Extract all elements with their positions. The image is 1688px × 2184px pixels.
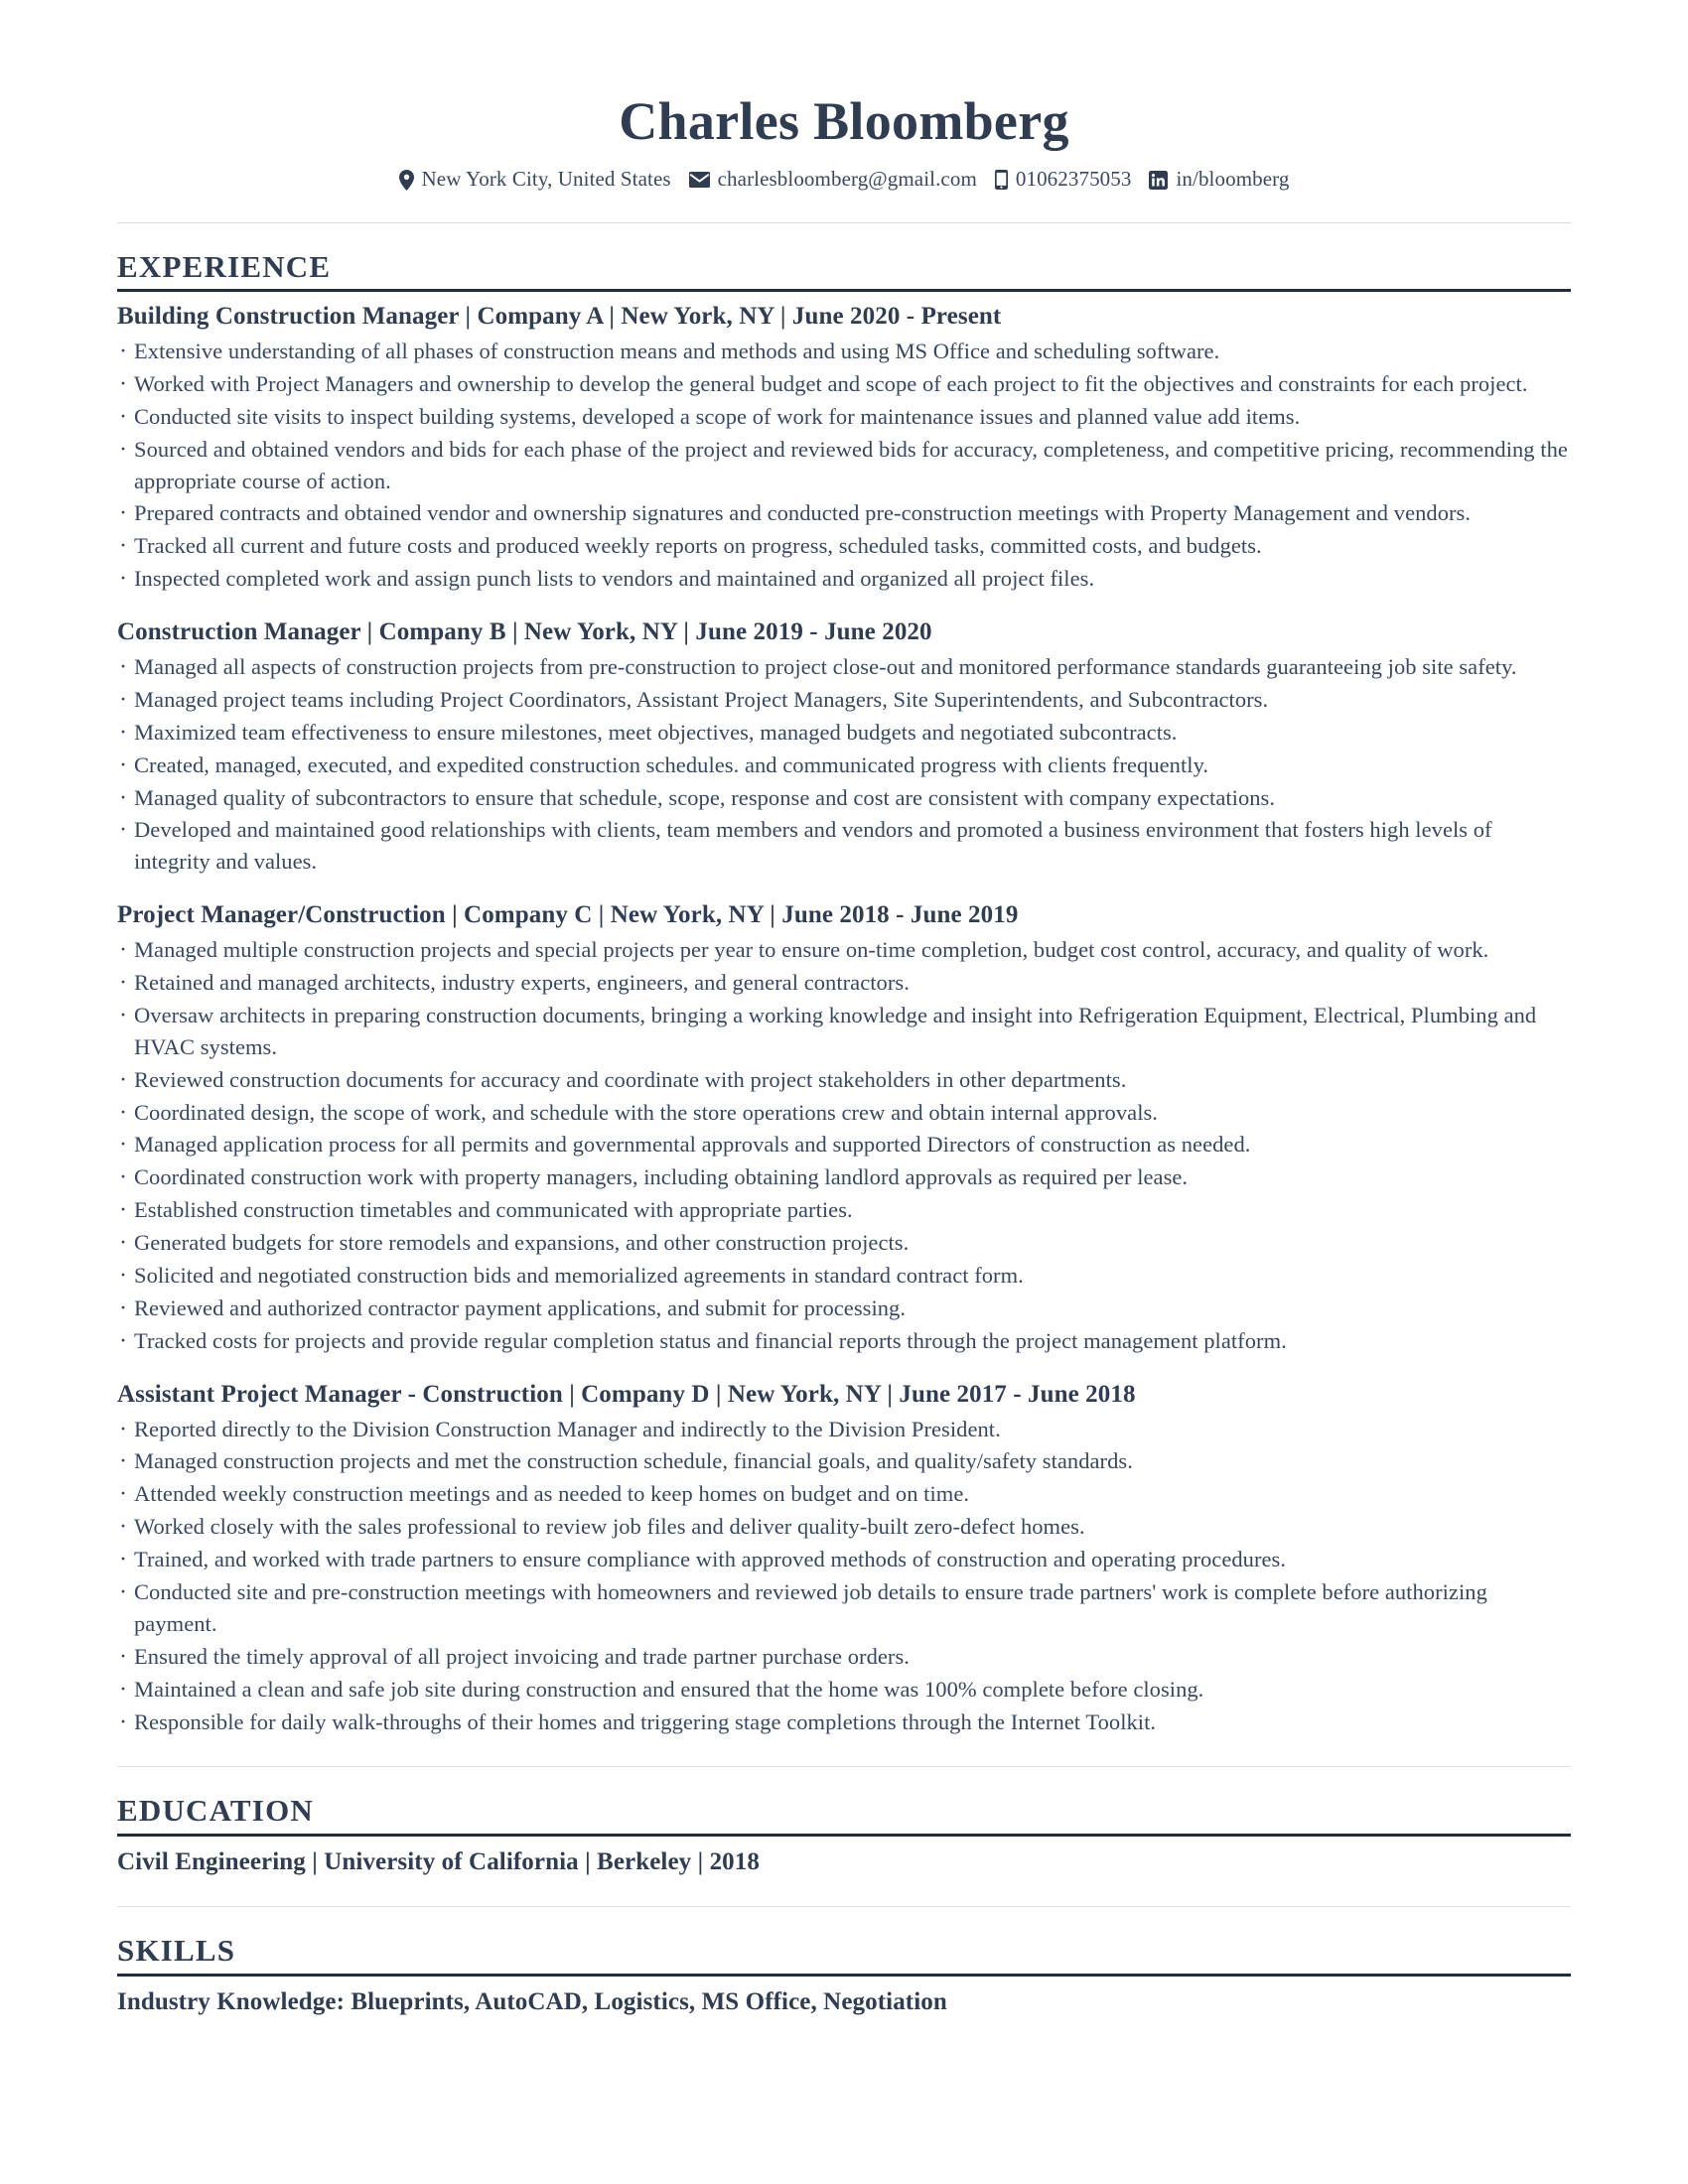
sections-root (117, 249, 1571, 2019)
candidate-name: Charles Bloomberg (619, 91, 1069, 151)
bullet-item: · Conducted site and pre-construction meetings with homeowners and reviewed job details to ensure trade partners' work is complete before authorizing payment. (117, 1576, 1571, 1640)
envelope-icon (689, 172, 710, 188)
bullet-item: · Coordinated construction work with property managers, including obtaining landlord approvals as required per lease. (117, 1161, 1571, 1193)
section-experience (117, 249, 1571, 1738)
header-divider (117, 222, 1571, 223)
bullet-item: · Established construction timetables and communicated with appropriate parties. (117, 1194, 1571, 1226)
bullet-item: · Inspected completed work and assign punch lists to vendors and maintained and organized all project files. (117, 563, 1571, 595)
entry-heading: Project Manager/Construction | Company C | New York, NY | June 2018 - June 2019 (117, 901, 1019, 929)
section-title: EDUCATION (117, 1792, 314, 1828)
contact-text: New York City, United States (421, 167, 671, 192)
bullet-item: · Worked closely with the sales professional to review job files and deliver quality-built zero-defect homes. (117, 1511, 1571, 1543)
bullet-item: · Reviewed and authorized contractor payment applications, and submit for processing. (117, 1293, 1571, 1324)
bullet-item: · Ensured the timely approval of all project invoicing and trade partner purchase orders. (117, 1641, 1571, 1673)
bullet-item: · Managed multiple construction projects and special projects per year to ensure on-time completion, budget cost control, accuracy, and quality of work. (117, 934, 1571, 966)
bullet-item: · Reviewed construction documents for accuracy and coordinate with project stakeholders in other departments. (117, 1064, 1571, 1096)
bullet-list (117, 934, 1571, 1357)
contact-text: 01062375053 (1015, 167, 1132, 192)
section-rule (117, 1834, 1571, 1837)
bullet-item: · Attended weekly construction meetings and as needed to keep homes on budget and on time. (117, 1478, 1571, 1510)
section-divider (117, 1766, 1571, 1767)
bullet-item: · Conducted site visits to inspect building systems, developed a scope of work for maintenance issues and planned value add items. (117, 401, 1571, 433)
bullet-item: · Tracked all current and future costs and produced weekly reports on progress, scheduled tasks, committed costs, and budgets. (117, 530, 1571, 562)
section-rule (117, 289, 1571, 292)
contact-line (117, 167, 1571, 192)
bullet-item: · Created, managed, executed, and expedited construction schedules. and communicated progress with clients frequently. (117, 750, 1571, 781)
bullet-item: · Generated budgets for store remodels and expansions, and other construction projects. (117, 1227, 1571, 1259)
bullet-item: · Managed project teams including Project Coordinators, Assistant Project Managers, Site Superintendents, and Subcontractors. (117, 684, 1571, 716)
bullet-item: · Solicited and negotiated construction bids and memorialized agreements in standard contract form. (117, 1260, 1571, 1292)
bullet-item: · Managed all aspects of construction projects from pre-construction to project close-out and monitored performance standards guaranteeing job site safety. (117, 651, 1571, 683)
entry-line: Industry Knowledge: Blueprints, AutoCAD, Logistics, MS Office, Negotiation (117, 1987, 947, 2015)
entry (117, 1845, 1571, 1879)
contact-text: in/bloomberg (1176, 167, 1290, 192)
bullet-list (117, 1414, 1571, 1738)
entry (117, 1985, 1571, 2019)
bullet-item: · Extensive understanding of all phases of construction means and methods and using MS Office and scheduling software. (117, 336, 1571, 367)
bullet-item: · Retained and managed architects, industry experts, engineers, and general contractors. (117, 967, 1571, 999)
bullet-item: · Prepared contracts and obtained vendor and ownership signatures and conducted pre-construction meetings with Property Management and vendors. (117, 497, 1571, 529)
bullet-item: · Worked with Project Managers and ownership to develop the general budget and scope of each project to fit the objectives and constraints for each project. (117, 368, 1571, 400)
bullet-item: · Managed construction projects and met the construction schedule, financial goals, and quality/safety standards. (117, 1445, 1571, 1477)
section-divider (117, 1906, 1571, 1907)
bullet-list (117, 651, 1571, 879)
section-rule (117, 1974, 1571, 1977)
section-title: EXPERIENCE (117, 248, 332, 284)
linkedin-icon (1149, 171, 1168, 190)
entry-heading: Construction Manager | Company B | New York, NY | June 2019 - June 2020 (117, 618, 932, 646)
bullet-item: · Reported directly to the Division Construction Manager and indirectly to the Division President. (117, 1414, 1571, 1445)
bullet-item: · Tracked costs for projects and provide regular completion status and financial reports through the project management platform. (117, 1325, 1571, 1357)
bullet-list (117, 336, 1571, 596)
entry-line: Civil Engineering | University of California | Berkeley | 2018 (117, 1847, 760, 1875)
entry (117, 301, 1571, 595)
section-skills (117, 1933, 1571, 2018)
bullet-item: · Managed application process for all permits and governmental approvals and supported Directors of construction as needed. (117, 1129, 1571, 1160)
bullet-item: · Oversaw architects in preparing construction documents, bringing a working knowledge and insight into Refrigeration Equipment, Electrical, Plumbing and HVAC systems. (117, 1000, 1571, 1063)
entry-heading: Building Construction Manager | Company A | New York, NY | June 2020 - Present (117, 303, 1002, 331)
entry (117, 899, 1571, 1357)
bullet-item: · Responsible for daily walk-throughs of their homes and triggering stage completions through the Internet Toolkit. (117, 1706, 1571, 1738)
bullet-item: · Maintained a clean and safe job site during construction and ensured that the home was 100% complete before closing. (117, 1674, 1571, 1706)
entry (117, 1379, 1571, 1738)
bullet-item: · Developed and maintained good relationships with clients, team members and vendors and promoted a business environment that fosters high levels of integrity and values. (117, 814, 1571, 878)
bullet-item: · Maximized team effectiveness to ensure milestones, meet objectives, managed budgets and negotiated subcontracts. (117, 717, 1571, 749)
contact-item-linkedin[interactable] (1149, 167, 1289, 192)
location-pin-icon (399, 170, 414, 191)
bullet-item: · Sourced and obtained vendors and bids for each phase of the project and reviewed bids for accuracy, completeness, and competitive pricing, recommending the appropriate course of action. (117, 434, 1571, 497)
phone-icon (995, 170, 1008, 190)
contact-item-envelope[interactable] (689, 167, 977, 192)
resume-header (117, 69, 1571, 193)
entry-heading: Assistant Project Manager - Construction | Company D | New York, NY | June 2017 - June 2018 (117, 1381, 1136, 1409)
entry (117, 616, 1571, 878)
bullet-item: · Trained, and worked with trade partners to ensure compliance with approved methods of construction and operating procedures. (117, 1544, 1571, 1575)
contact-item-phone[interactable] (995, 167, 1132, 192)
bullet-item: · Coordinated design, the scope of work, and schedule with the store operations crew and obtain internal approvals. (117, 1097, 1571, 1129)
contact-text: charlesbloomberg@gmail.com (717, 167, 977, 192)
bullet-item: · Managed quality of subcontractors to ensure that schedule, scope, response and cost are consistent with company expectations. (117, 782, 1571, 814)
contact-item-location-pin[interactable] (399, 167, 671, 192)
section-title: SKILLS (117, 1933, 236, 1969)
section-education (117, 1793, 1571, 1878)
